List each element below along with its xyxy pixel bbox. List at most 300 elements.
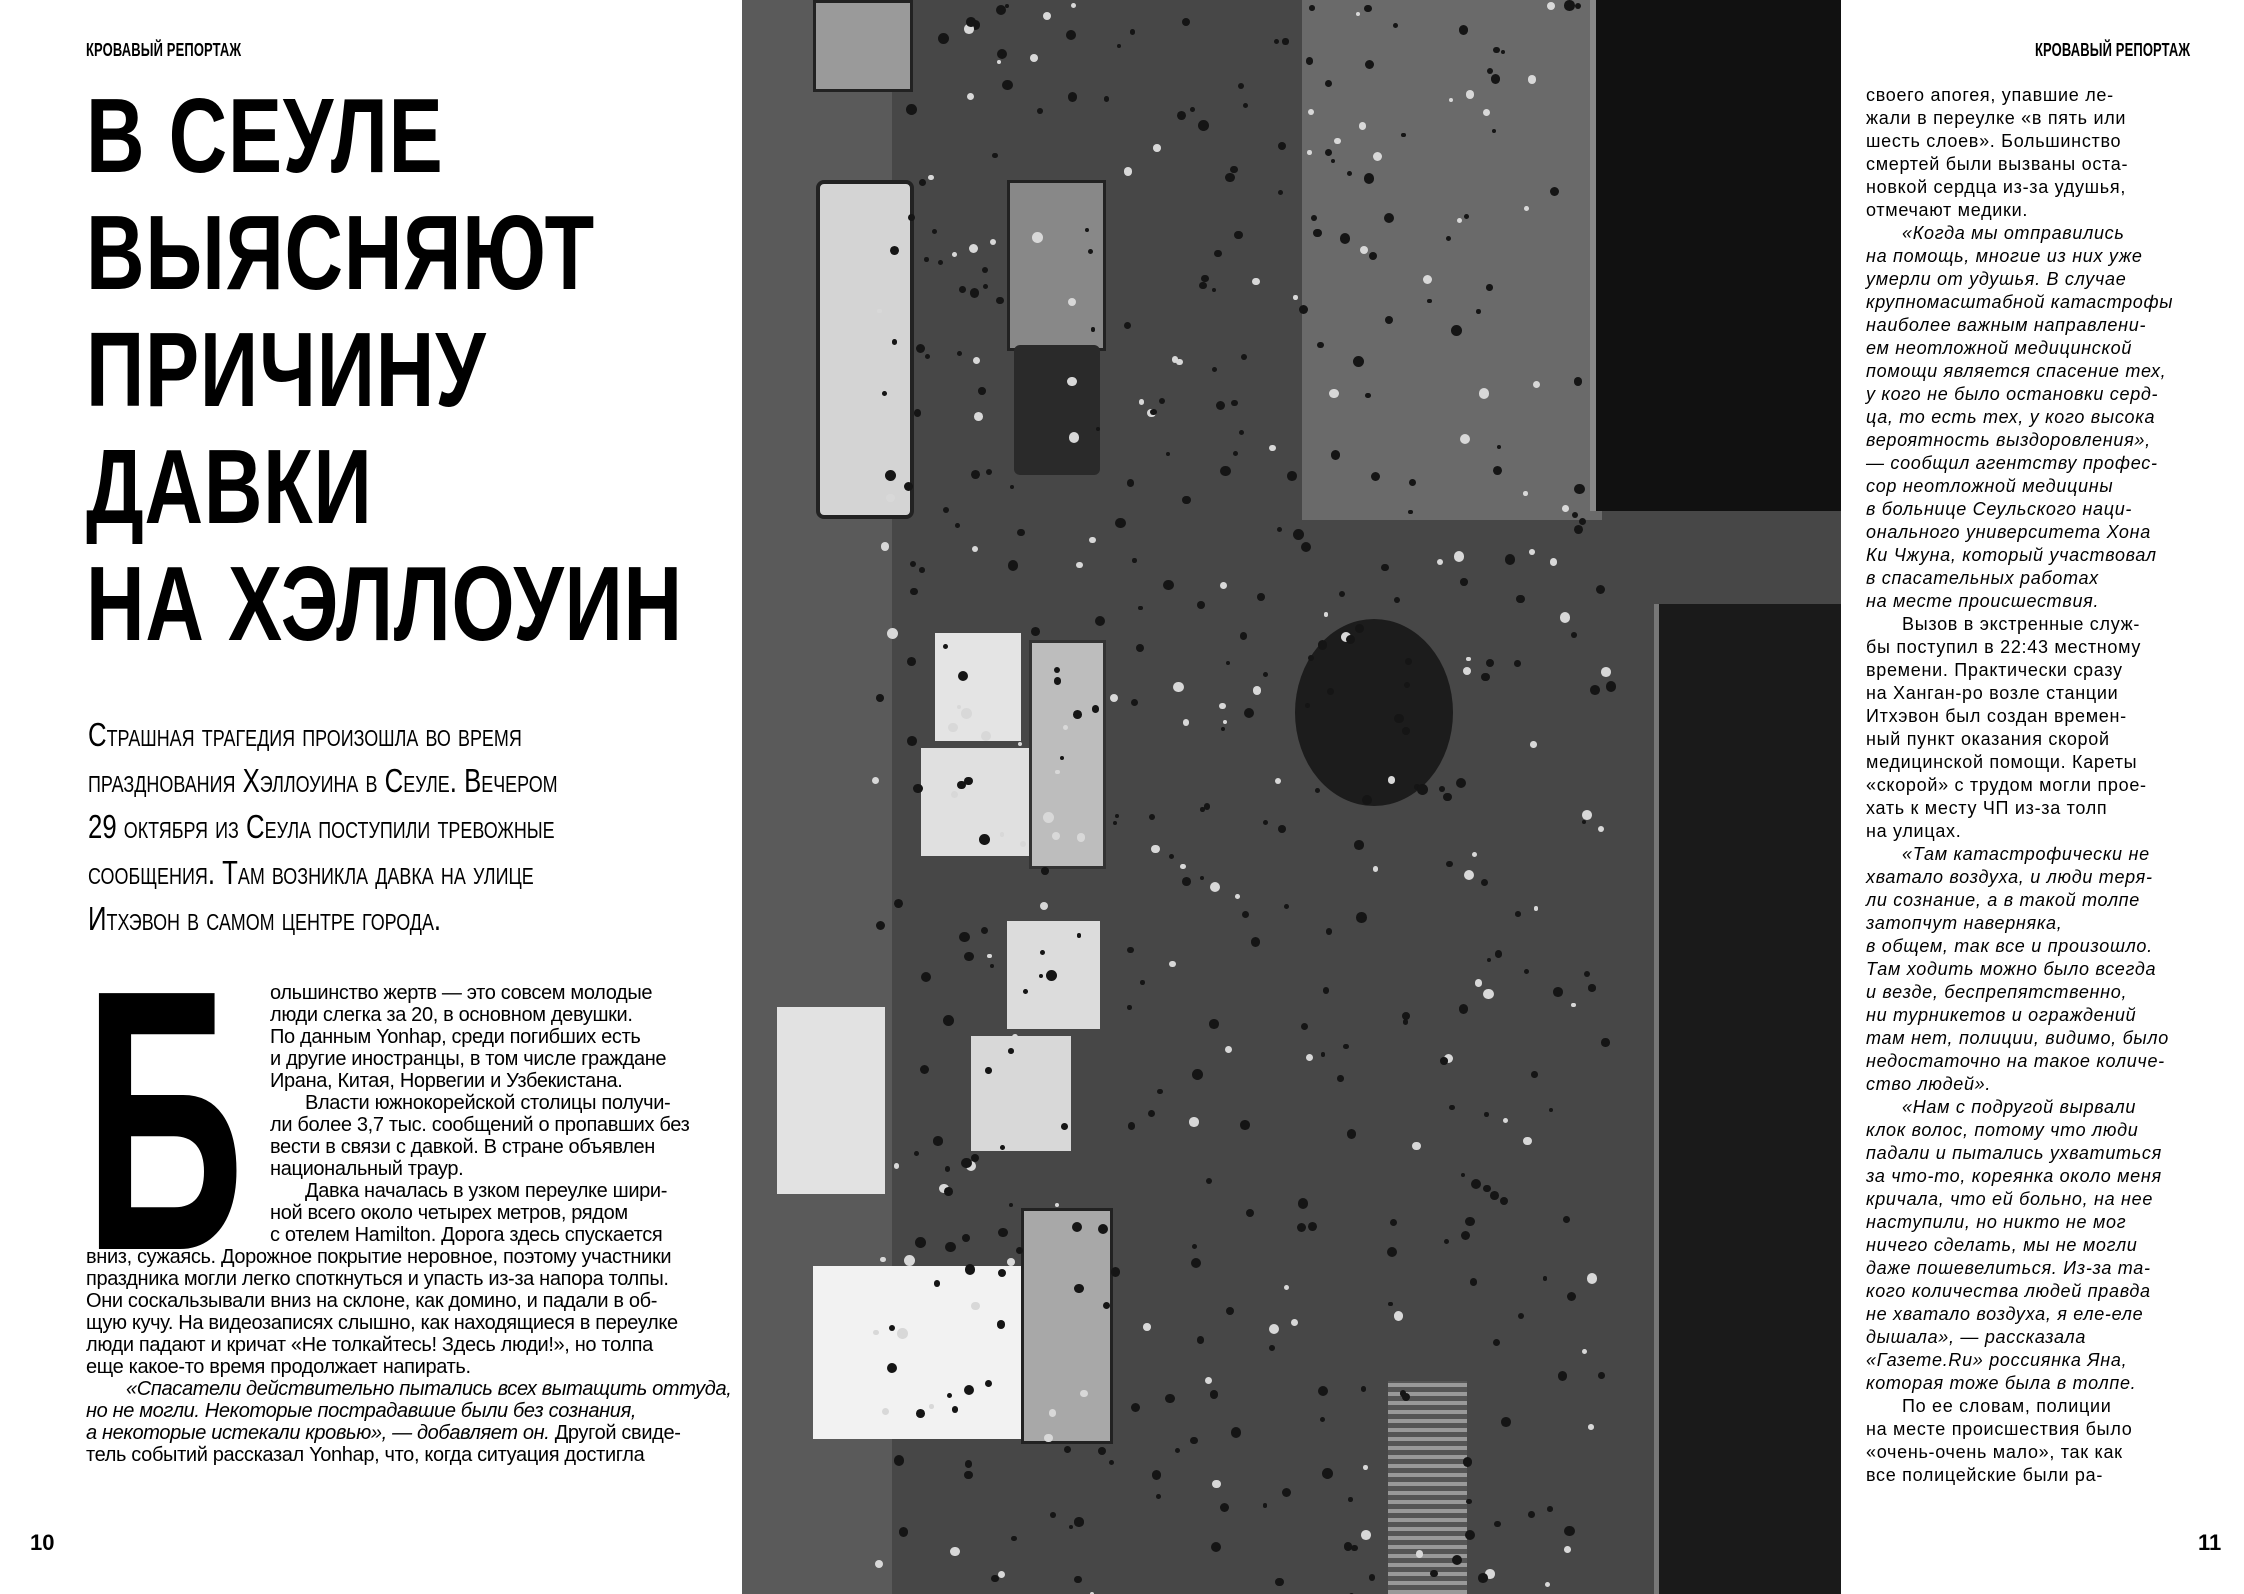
photo-crowd-person (1132, 558, 1137, 563)
photo-crowd-person (1206, 1178, 1212, 1184)
photo-crowd-person (1412, 1142, 1420, 1150)
photo-vehicle (813, 0, 913, 92)
photo-fire-truck (1029, 640, 1106, 869)
photo-crowd-person (973, 357, 980, 364)
photo-crowd-person (1269, 445, 1275, 451)
photo-crowd-person (1169, 961, 1176, 968)
photo-crowd-person (1444, 1239, 1449, 1244)
photo-crowd-person (1307, 150, 1312, 155)
photo-crowd-person (916, 1409, 925, 1418)
photo-crowd-person (1394, 714, 1403, 723)
photo-crowd-person (1096, 427, 1100, 431)
photo-crowd-person (1587, 1273, 1598, 1284)
photo-crowd-person (1317, 342, 1324, 349)
photo-crowd-person (1010, 485, 1014, 489)
photo-crowd-person (1500, 1197, 1508, 1205)
photo-crowd-person (985, 1380, 992, 1387)
photo-crowd-person (1037, 108, 1043, 114)
photo-crowd-person (1547, 1506, 1553, 1512)
photo-crowd-person (1110, 694, 1119, 703)
photo-crowd-person (1210, 1390, 1218, 1398)
photo-crowd-person (1136, 644, 1145, 653)
photo-crowd-person (1409, 479, 1416, 486)
body-line: Ирана, Китая, Норвегии и Узбекистана. (270, 1070, 623, 1092)
photo-crowd-person (919, 179, 927, 187)
photo-crowd-person (1282, 1488, 1291, 1497)
photo-van (1014, 345, 1100, 475)
photo-crowd-person (1503, 1118, 1508, 1123)
body-line: — сообщил агентству профес- (1866, 453, 2158, 473)
photo-crowd-person (1008, 560, 1019, 571)
body-line: и другие иностранцы, в том числе граждане (270, 1048, 667, 1070)
photo-crowd-person (972, 546, 978, 552)
photo-crowd-person (1306, 1054, 1313, 1061)
photo-crowd-person (1115, 518, 1125, 528)
body-line: хватало воздуха, и люди теря- (1866, 867, 2153, 887)
photo-crowd-person (1177, 111, 1186, 120)
photo-crowd-person (897, 1328, 908, 1339)
photo-crowd-person (1166, 452, 1170, 456)
photo-crowd-person (1204, 803, 1210, 809)
photo-crowd-person (938, 260, 943, 265)
body-line: вести в связи с давкой. В стране объявлен (270, 1136, 656, 1158)
body-line: ли более 3,7 тыс. сообщений о пропавших без (270, 1114, 690, 1136)
photo-crowd-person (1337, 1075, 1344, 1082)
photo-crowd-person (1493, 47, 1500, 54)
photo-crowd-person (1117, 44, 1121, 48)
photo-crowd-person (1529, 549, 1535, 555)
body-line-text: но не могли. Некоторые пострадавшие были без сознания, (86, 1400, 637, 1422)
photo-crowd-person (1387, 1247, 1397, 1257)
photo-crowd-person (876, 921, 885, 930)
photo-crowd-person (913, 784, 923, 794)
photo-crowd-person (1095, 616, 1105, 626)
photo-crowd-person (910, 561, 916, 567)
body-line: ный пункт оказания скорой (1866, 729, 2110, 749)
lead-line: Итхэвон в самом центре города. (88, 900, 442, 937)
body-line: Вызов в экстренные служ- (1902, 614, 2141, 634)
photo-crowd-person (1563, 1216, 1570, 1223)
body-line: не хватало воздуха, я еле-еле (1866, 1304, 2144, 1324)
photo-crowd-person (894, 899, 903, 908)
photo-crowd-person (1331, 159, 1336, 164)
photo-crowd-person (882, 391, 887, 396)
photo-crowd-person (933, 1136, 942, 1145)
photo-crowd-person (1574, 484, 1584, 494)
photo-crowd-person (1220, 466, 1231, 477)
body-line-text: праздника могли легко споткнуться и упасть из-за напора толпы. (86, 1268, 669, 1290)
photo-truck (1007, 180, 1106, 351)
photo-crowd-person (1347, 1129, 1356, 1138)
photo-crowd-person (1451, 325, 1462, 336)
photo-crowd-person (1571, 632, 1577, 638)
photo-crowd-person (910, 588, 917, 595)
body-line (86, 1378, 732, 1400)
photo-crowd-person (1313, 229, 1322, 238)
photo-crowd-person (1263, 820, 1268, 825)
photo-crowd-person (1417, 784, 1428, 795)
photo-crowd-person (1043, 12, 1051, 20)
photo-crowd-person (1465, 1530, 1475, 1540)
photo-crowd-person (1190, 1437, 1198, 1445)
photo-crowd-person (1212, 1480, 1221, 1489)
photo-crowd-person (1199, 282, 1206, 289)
photo-crowd-person (1074, 1576, 1081, 1583)
photo-crowd-person (914, 1151, 919, 1156)
article-body-right (1866, 84, 2236, 1487)
photo-crowd-person (1297, 1223, 1307, 1233)
page-number-right: 11 (2198, 1530, 2222, 1555)
photo-crowd-person (929, 1404, 934, 1409)
lead-line: празднования Хэллоуина в Сеуле. Вечером (88, 762, 558, 799)
body-line: времени. Практически сразу (1866, 660, 2123, 680)
photo-crowd-person (1606, 681, 1617, 692)
body-line: медицинской помощи. Кареты (1866, 752, 2138, 772)
body-line (86, 1400, 726, 1422)
photo-crowd-person (1192, 1244, 1197, 1249)
photo-crowd-person (1361, 1386, 1367, 1392)
photo-crowd-person (1225, 173, 1234, 182)
photo-crowd-person (964, 1471, 973, 1480)
body-line-text: вниз, сужаясь. Дорожное покрытие неровное, поэтому участники (86, 1246, 672, 1268)
photo-crowd-person (1531, 1071, 1538, 1078)
photo-crowd-person (880, 1257, 885, 1262)
photo-crowd-person (1528, 1511, 1535, 1518)
article-lead (88, 712, 788, 942)
photo-crowd-person (1210, 882, 1220, 892)
photo-crowd-person (1460, 578, 1467, 585)
photo-crowd-person (1564, 0, 1574, 10)
photo-crowd-person (1182, 877, 1191, 886)
photo-crowd-person (1299, 305, 1308, 314)
photo-crowd-person (892, 339, 898, 345)
photo-crowd-person (1564, 1526, 1575, 1537)
photo-crowd-person (1446, 861, 1452, 867)
photo-crowd-person (1017, 529, 1025, 537)
photo-crowd-person (1098, 1224, 1108, 1234)
photo-building (1654, 604, 1841, 1594)
photo-crowd-person (899, 1527, 909, 1537)
photo-crowd-person (1284, 904, 1289, 909)
photo-crowd-person (1483, 989, 1493, 999)
photo-crowd-person (1454, 551, 1464, 561)
photo-crowd-person (948, 723, 957, 732)
photo-crowd-person (1582, 810, 1592, 820)
body-line: онального университета Хона (1866, 522, 2151, 542)
photo-crowd-person (1401, 133, 1405, 137)
photo-crowd-person (1220, 582, 1227, 589)
photo-crowd-person (1329, 389, 1339, 399)
photo-crowd-person (1466, 1499, 1472, 1505)
photo-crowd-person (1098, 1447, 1106, 1455)
section-rubric-right: КРОВАВЫЙ РЕПОРТАЖ (2035, 40, 2191, 60)
photo-crowd-person (1052, 832, 1060, 840)
photo-crowd-person (1343, 1044, 1348, 1049)
body-line: жали в переулке «в пять или (1866, 108, 2127, 128)
photo-crowd-person (1169, 854, 1174, 859)
photo-crowd-person (1197, 601, 1205, 609)
body-line: Давка началась в узком переулке шири- (305, 1180, 668, 1202)
photo-crowd-person (1598, 1372, 1605, 1379)
photo-crowd-person (1364, 5, 1371, 12)
photo-crowd-person (983, 284, 988, 289)
photo-crowd-person (1501, 50, 1505, 54)
body-line: помощи является спасение тех, (1866, 361, 2167, 381)
photo-crowd-person (1572, 512, 1578, 518)
body-line: По данным Yonhap, среди погибших есть (270, 1026, 641, 1048)
photo-crowd-person (1067, 377, 1076, 386)
body-line: Ки Чжуна, который участвовал (1866, 545, 2157, 565)
photo-crowd-person (1278, 825, 1286, 833)
photo-crowd-person (877, 309, 881, 313)
photo-crowd-person (928, 175, 933, 180)
photo-crowd-person (1490, 1191, 1499, 1200)
photo-crowd-person (1318, 1386, 1328, 1396)
photo-crowd-person (1182, 496, 1191, 505)
body-line-text: щую кучу. На видеозаписях слышно, как находящиеся в переулке (86, 1312, 678, 1334)
photo-crowd-person (925, 354, 930, 359)
photo-crowd-person (1240, 632, 1248, 640)
body-line: наиболее важным направлени- (1866, 315, 2147, 335)
photo-crowd-person (1439, 786, 1445, 792)
photo-crowd-person (1456, 778, 1466, 788)
photo-crowd-person (1244, 708, 1254, 718)
photo-crowd-person (1074, 1284, 1084, 1294)
photo-crowd-person (1151, 845, 1159, 853)
photo-crowd-person (1408, 510, 1412, 514)
photo-crowd-person (1553, 987, 1563, 997)
photo-crowd-person (1325, 149, 1332, 156)
photo-crowd-person (1127, 947, 1134, 954)
photo-crowd-person (1550, 558, 1558, 566)
photo-crowd-person (1564, 1546, 1571, 1553)
body-line: ольшинство жертв — это совсем молодые (270, 982, 653, 1004)
photo-crowd-person (1476, 309, 1481, 314)
photo-crowd-person (873, 1330, 878, 1335)
photo-crowd-person (872, 777, 879, 784)
photo-crowd-person (1111, 1267, 1121, 1277)
photo-crowd-person (1459, 25, 1468, 34)
photo-crowd-person (1074, 1517, 1083, 1526)
body-line: крупномасштабной катастрофы (1866, 292, 2174, 312)
photo-crowd-person (1269, 1345, 1275, 1351)
photo-crowd-person (1547, 2, 1555, 10)
photo-crowd-person (1263, 1503, 1268, 1508)
photo-crowd-person (1064, 1446, 1071, 1453)
photo-crowd-person (1139, 399, 1145, 405)
photo-crowd-person (1494, 1521, 1501, 1528)
body-line: ли сознание, а в такой толпе (1866, 890, 2140, 910)
photo-crowd-person (1298, 1198, 1308, 1208)
photo-crowd-person (1523, 1137, 1531, 1145)
photo-crowd-person (1130, 29, 1136, 35)
photo-crowd-person (944, 1187, 953, 1196)
photo-crowd-person (1152, 1470, 1161, 1479)
body-line (86, 1444, 726, 1466)
body-line: сор неотложной медицины (1866, 476, 2114, 496)
photo-crowd-person (961, 1158, 971, 1168)
photo-crowd-person (1287, 471, 1297, 481)
photo-crowd-person (1005, 4, 1009, 8)
photo-crowd-person (906, 104, 917, 115)
photo-building (1590, 0, 1841, 511)
photo-crowd-person (1205, 1377, 1212, 1384)
body-line-text: еще какое-то время продолжает напирать. (86, 1356, 471, 1378)
page-number-left: 10 (30, 1530, 55, 1555)
body-line-tail: Другой свиде- (549, 1422, 681, 1444)
title-line: В СЕУЛЕ (86, 77, 444, 195)
body-line (86, 1422, 726, 1444)
photo-crowd-person (1321, 1052, 1326, 1057)
photo-crowd-person (1212, 288, 1217, 293)
photo-crowd-person (1242, 911, 1249, 918)
photo-crowd-person (943, 507, 949, 513)
photo-crowd-person (1002, 80, 1013, 91)
photo-crowd-person (1113, 821, 1117, 825)
body-line: люди слегка за 20, в основном девушки. (270, 1004, 633, 1026)
photo-crowd-person (1315, 788, 1320, 793)
photo-crowd-person (959, 932, 970, 943)
photo-crowd-person (919, 567, 925, 573)
photo-crowd-person (1394, 597, 1400, 603)
photo-crowd-person (971, 470, 980, 479)
photo-crowd-person (1501, 1417, 1511, 1427)
photo-crowd-person (1464, 870, 1474, 880)
photo-crowd-person (1596, 585, 1605, 594)
photo-crowd-person (1514, 660, 1521, 667)
photo-crowd-person (996, 297, 1004, 305)
photo-crowd-person (1011, 1536, 1017, 1542)
photo-crowd-person (1588, 984, 1595, 991)
photo-crowd-person (1012, 1034, 1018, 1040)
aerial-crowd-photo (742, 0, 1841, 1594)
photo-crowd-person (1579, 518, 1586, 525)
body-line: у кого не было остановки серд- (1866, 384, 2159, 404)
body-line: и везде, беспрепятственно, (1866, 982, 2128, 1002)
photo-crowd-person (1275, 778, 1281, 784)
photo-crowd-person (1437, 559, 1443, 565)
photo-crowd-person (1515, 911, 1521, 917)
photo-crowd-person (1524, 969, 1529, 974)
photo-crowd-person (1068, 92, 1078, 102)
photo-crowd-person (1149, 814, 1155, 820)
photo-crowd-person (1331, 450, 1340, 459)
photo-tent (971, 1036, 1071, 1151)
photo-crowd-person (1550, 187, 1559, 196)
photo-crowd-person (1308, 109, 1314, 115)
photo-crowd-person (982, 267, 988, 273)
photo-crowd-person (1115, 814, 1120, 819)
photo-crowd-person (964, 777, 972, 785)
body-line: падали и пытались ухватиться (1866, 1143, 2162, 1163)
photo-crowd-person (1124, 322, 1131, 329)
photo-crowd-person (945, 1166, 951, 1172)
photo-crowd-person (904, 1255, 915, 1266)
photo-crowd-person (1543, 1276, 1547, 1280)
photo-crowd-person (1326, 928, 1333, 935)
photo-crowd-person (1311, 215, 1317, 221)
photo-crowd-person (1231, 400, 1238, 407)
photo-crowd-person (887, 628, 898, 639)
photo-crowd-person (1212, 367, 1218, 373)
body-line (86, 1334, 726, 1356)
body-line: ство людей». (1866, 1074, 1992, 1094)
photo-crowd-person (957, 705, 961, 709)
body-line: на месте происшествия было (1866, 1419, 2133, 1439)
photo-crowd-person (1481, 879, 1488, 886)
photo-crowd-person (966, 17, 976, 27)
body-line (86, 1268, 726, 1290)
photo-truck (1021, 1208, 1113, 1444)
photo-crowd-person (1347, 171, 1352, 176)
photo-tent (777, 1007, 885, 1194)
body-line: наступили, но никто не мог (1866, 1212, 2127, 1232)
photo-crowd-person (992, 153, 997, 158)
photo-crowd-person (998, 1228, 1007, 1237)
photo-crowd-person (1050, 1512, 1056, 1518)
photo-crowd-person (990, 964, 994, 968)
photo-crowd-person (965, 1264, 975, 1274)
body-line: на улицах. (1866, 821, 1962, 841)
photo-crowd-person (1309, 5, 1315, 11)
photo-crowd-person (1234, 231, 1242, 239)
section-rubric: КРОВАВЫЙ РЕПОРТАЖ (86, 40, 242, 60)
photo-crowd-person (962, 1234, 970, 1242)
photo-crowd-person (1275, 1578, 1283, 1586)
photo-crowd-person (1359, 122, 1366, 129)
body-line (86, 1312, 726, 1334)
body-line: дышала», — рассказала (1866, 1327, 2087, 1347)
body-line-text: тель событий рассказал Yonhap, что, когда ситуация достигла (86, 1444, 645, 1466)
photo-crowd-person (1241, 354, 1247, 360)
photo-crowd-person (1355, 624, 1364, 633)
body-line-text: а некоторые истекали кровью», — добавляет он. (86, 1422, 550, 1444)
photo-crowd-person (876, 694, 884, 702)
drop-cap: Б (84, 912, 245, 1328)
photo-crowd-person (1463, 667, 1471, 675)
photo-crowd-person (1582, 1349, 1587, 1354)
photo-crowd-person (987, 954, 992, 959)
photo-crowd-person (1018, 742, 1022, 746)
photo-crowd-person (1008, 1048, 1014, 1054)
photo-crowd-person (1373, 866, 1379, 872)
photo-crowd-person (1481, 673, 1489, 681)
body-line: за что-то, кореянка около меня (1866, 1166, 2162, 1186)
photo-crowd-person (1257, 593, 1265, 601)
photo-crowd-person (998, 1269, 1006, 1277)
body-line: «очень-очень мало», так как (1866, 1442, 2123, 1462)
photo-crowd-person (1486, 284, 1492, 290)
body-line: на месте происшествия. (1866, 591, 2100, 611)
photo-crowd-person (1109, 1460, 1114, 1465)
photo-crowd-person (1524, 206, 1529, 211)
body-line: своего апогея, упавшие ле- (1866, 85, 2114, 105)
photo-crowd-person (1189, 1117, 1198, 1126)
photo-crowd-person (1471, 1179, 1481, 1189)
photo-crowd-person (1461, 1173, 1465, 1177)
photo-crowd-person (1277, 527, 1282, 532)
photo-bus (816, 180, 914, 519)
photo-crowd-person (1069, 1525, 1073, 1529)
photo-crowd-person (1143, 1323, 1151, 1331)
body-line: в больнице Сеульского наци- (1866, 499, 2133, 519)
photo-crowd-person (1472, 852, 1477, 857)
photo-crowd-person (1567, 1292, 1576, 1301)
body-line: в спасательных работах (1866, 568, 2099, 588)
photo-crowd-person (971, 1154, 979, 1162)
body-line: клок волос, потому что люди (1866, 1120, 2139, 1140)
photo-crowd-person (1127, 479, 1134, 486)
